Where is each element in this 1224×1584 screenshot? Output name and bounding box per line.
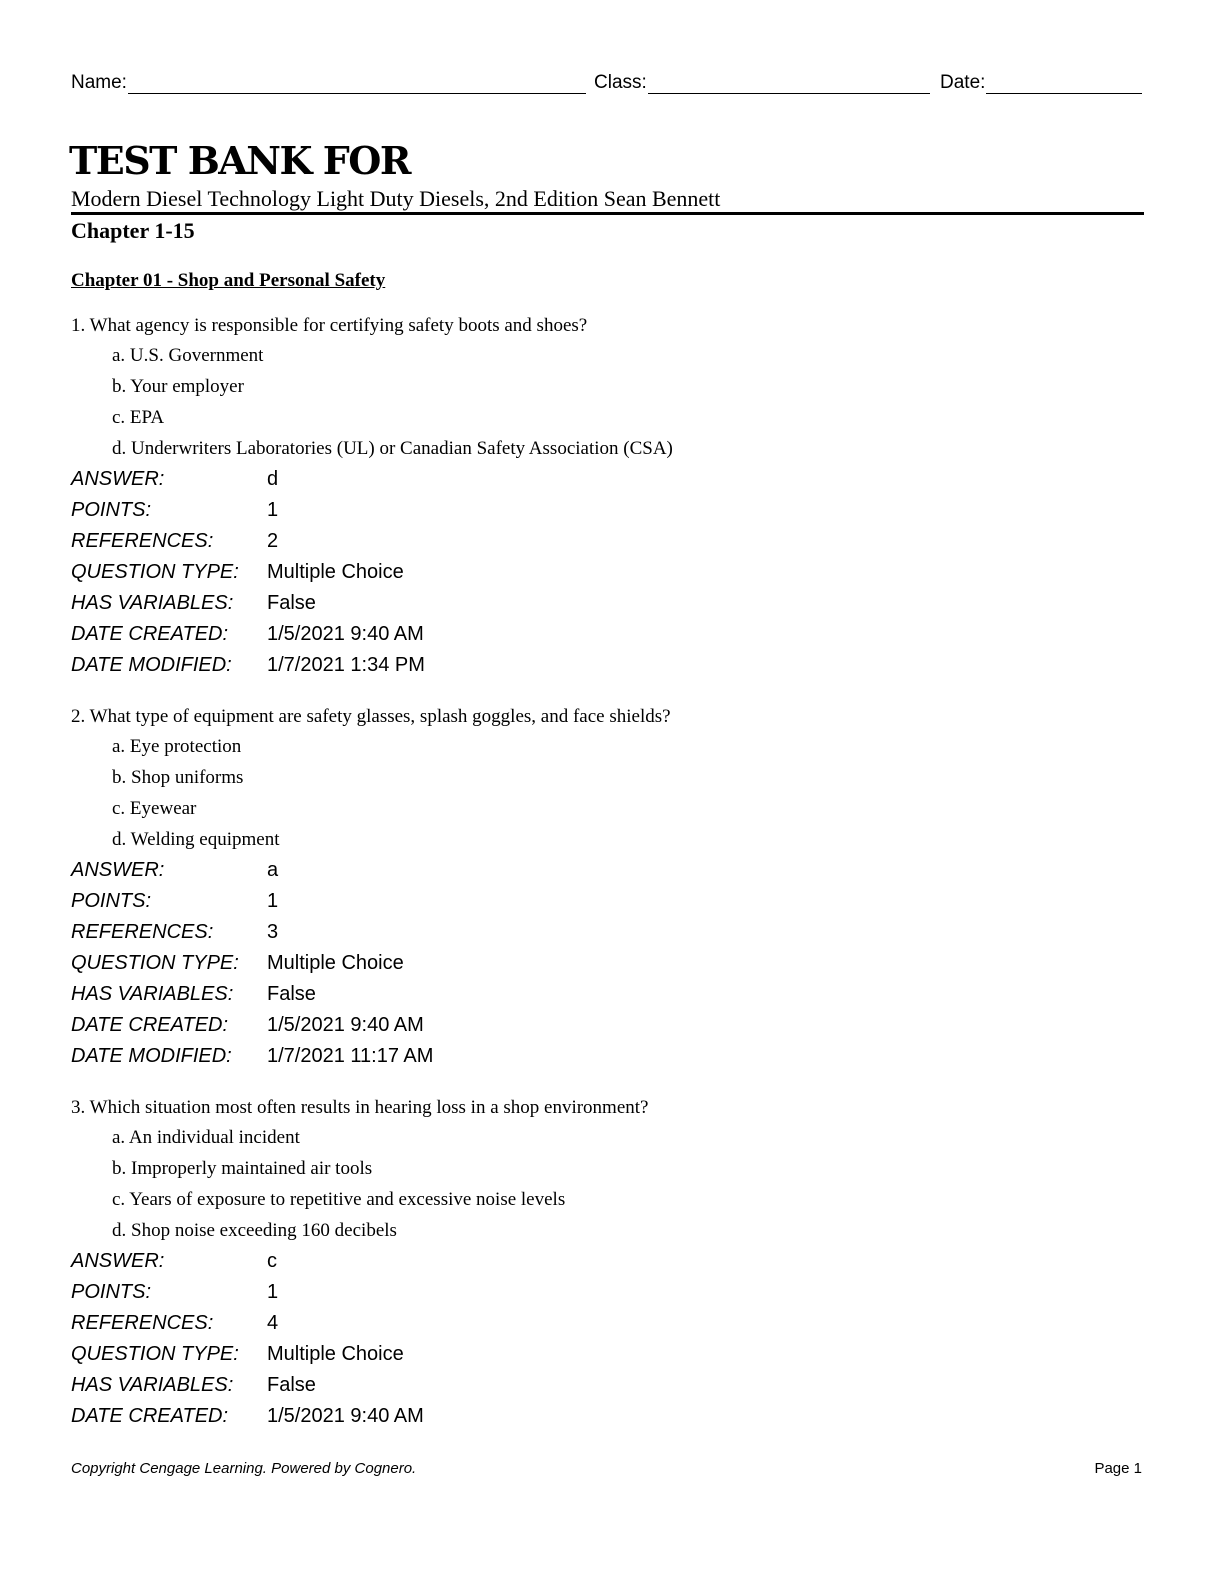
question-type-value: Multiple Choice	[267, 1343, 404, 1365]
date-modified-label: DATE MODIFIED:	[71, 1045, 232, 1067]
date-created-label: DATE CREATED:	[71, 623, 229, 645]
points-label: POINTS:	[71, 499, 152, 521]
chapter-heading: Chapter 01 - Shop and Personal Safety	[71, 270, 386, 291]
answer-row	[71, 1246, 1151, 1277]
question-type-label: QUESTION TYPE:	[71, 561, 239, 583]
answer-value: c	[267, 1250, 277, 1272]
page-footer	[71, 1460, 1142, 1480]
points-value: 1	[267, 1281, 279, 1303]
question-stem: 1. What agency is responsible for certifying safety boots and shoes?	[71, 315, 588, 336]
date-modified-value: 1/7/2021 1:34 PM	[267, 654, 425, 676]
references-row	[71, 917, 1151, 948]
question-type-row	[71, 1339, 1151, 1370]
references-row	[71, 526, 1151, 557]
answer-value: d	[267, 468, 279, 490]
date-created-label: DATE CREATED:	[71, 1405, 229, 1427]
has-variables-row	[71, 979, 1151, 1010]
answer-row	[71, 464, 1151, 495]
date-created-row	[71, 1010, 1151, 1041]
points-label: POINTS:	[71, 1281, 152, 1303]
has-variables-label: HAS VARIABLES:	[71, 592, 234, 614]
answer-value: a	[267, 859, 279, 881]
answer-label: ANSWER:	[71, 859, 165, 881]
points-row	[71, 1277, 1151, 1308]
name-field[interactable]	[71, 72, 586, 94]
chapter-range: Chapter 1-15	[71, 218, 195, 243]
points-value: 1	[267, 499, 279, 521]
student-info-header	[71, 72, 1142, 98]
date-created-row	[71, 1401, 1151, 1432]
question-2	[71, 703, 1151, 1072]
date-label: Date:	[940, 72, 986, 93]
answer-option-a: a. U.S. Government	[112, 345, 264, 366]
date-created-value: 1/5/2021 9:40 AM	[267, 1014, 424, 1036]
name-blank-line[interactable]	[128, 73, 586, 94]
answer-option-a: a. Eye protection	[112, 736, 242, 757]
has-variables-label: HAS VARIABLES:	[71, 983, 234, 1005]
question-type-label: QUESTION TYPE:	[71, 1343, 239, 1365]
date-modified-row	[71, 650, 1151, 681]
class-field[interactable]	[594, 72, 930, 94]
answer-option-d: d. Underwriters Laboratories (UL) or Canadian Safety Association (CSA)	[112, 438, 673, 459]
has-variables-row	[71, 588, 1151, 619]
points-value: 1	[267, 890, 279, 912]
answer-option-d: d. Shop noise exceeding 160 decibels	[112, 1220, 397, 1241]
has-variables-value: False	[267, 1374, 316, 1396]
name-label: Name:	[71, 72, 127, 93]
question-3	[71, 1094, 1151, 1432]
references-label: REFERENCES:	[71, 530, 214, 552]
answer-option-d: d. Welding equipment	[112, 829, 280, 850]
references-value: 4	[267, 1312, 279, 1334]
question-type-value: Multiple Choice	[267, 952, 404, 974]
date-modified-row	[71, 1041, 1151, 1072]
references-value: 3	[267, 921, 279, 943]
answer-option-a: a. An individual incident	[112, 1127, 300, 1148]
points-row	[71, 886, 1151, 917]
references-value: 2	[267, 530, 279, 552]
answer-row	[71, 855, 1151, 886]
date-created-value: 1/5/2021 9:40 AM	[267, 1405, 424, 1427]
date-modified-value: 1/7/2021 11:17 AM	[267, 1045, 434, 1067]
answer-label: ANSWER:	[71, 468, 165, 490]
date-created-label: DATE CREATED:	[71, 1014, 229, 1036]
has-variables-value: False	[267, 592, 316, 614]
answer-label: ANSWER:	[71, 1250, 165, 1272]
points-row	[71, 495, 1151, 526]
book-subtitle: Modern Diesel Technology Light Duty Diesels, 2nd Edition Sean Bennett	[71, 186, 1144, 215]
date-modified-label: DATE MODIFIED:	[71, 654, 232, 676]
question-type-row	[71, 557, 1151, 588]
points-label: POINTS:	[71, 890, 152, 912]
has-variables-row	[71, 1370, 1151, 1401]
document-title: TEST BANK FOR	[69, 138, 410, 183]
references-label: REFERENCES:	[71, 1312, 214, 1334]
has-variables-label: HAS VARIABLES:	[71, 1374, 234, 1396]
question-type-row	[71, 948, 1151, 979]
question-stem: 3. Which situation most often results in hearing loss in a shop environment?	[71, 1097, 649, 1118]
question-type-value: Multiple Choice	[267, 561, 404, 583]
references-row	[71, 1308, 1151, 1339]
copyright-notice: Copyright Cengage Learning. Powered by Cognero.	[71, 1460, 417, 1477]
date-created-value: 1/5/2021 9:40 AM	[267, 623, 424, 645]
answer-option-c: c. Eyewear	[112, 798, 197, 819]
date-blank-line[interactable]	[986, 73, 1142, 94]
class-label: Class:	[594, 72, 647, 93]
answer-option-b: b. Your employer	[112, 376, 244, 397]
has-variables-value: False	[267, 983, 316, 1005]
answer-option-c: c. Years of exposure to repetitive and excessive noise levels	[112, 1189, 566, 1210]
answer-option-b: b. Improperly maintained air tools	[112, 1158, 373, 1179]
question-stem: 2. What type of equipment are safety glasses, splash goggles, and face shields?	[71, 706, 671, 727]
class-blank-line[interactable]	[648, 73, 930, 94]
answer-option-c: c. EPA	[112, 407, 165, 428]
question-type-label: QUESTION TYPE:	[71, 952, 239, 974]
answer-option-b: b. Shop uniforms	[112, 767, 244, 788]
page-number: Page 1	[1094, 1460, 1142, 1477]
references-label: REFERENCES:	[71, 921, 214, 943]
question-1	[71, 312, 1151, 681]
date-field[interactable]	[940, 72, 1142, 94]
date-created-row	[71, 619, 1151, 650]
